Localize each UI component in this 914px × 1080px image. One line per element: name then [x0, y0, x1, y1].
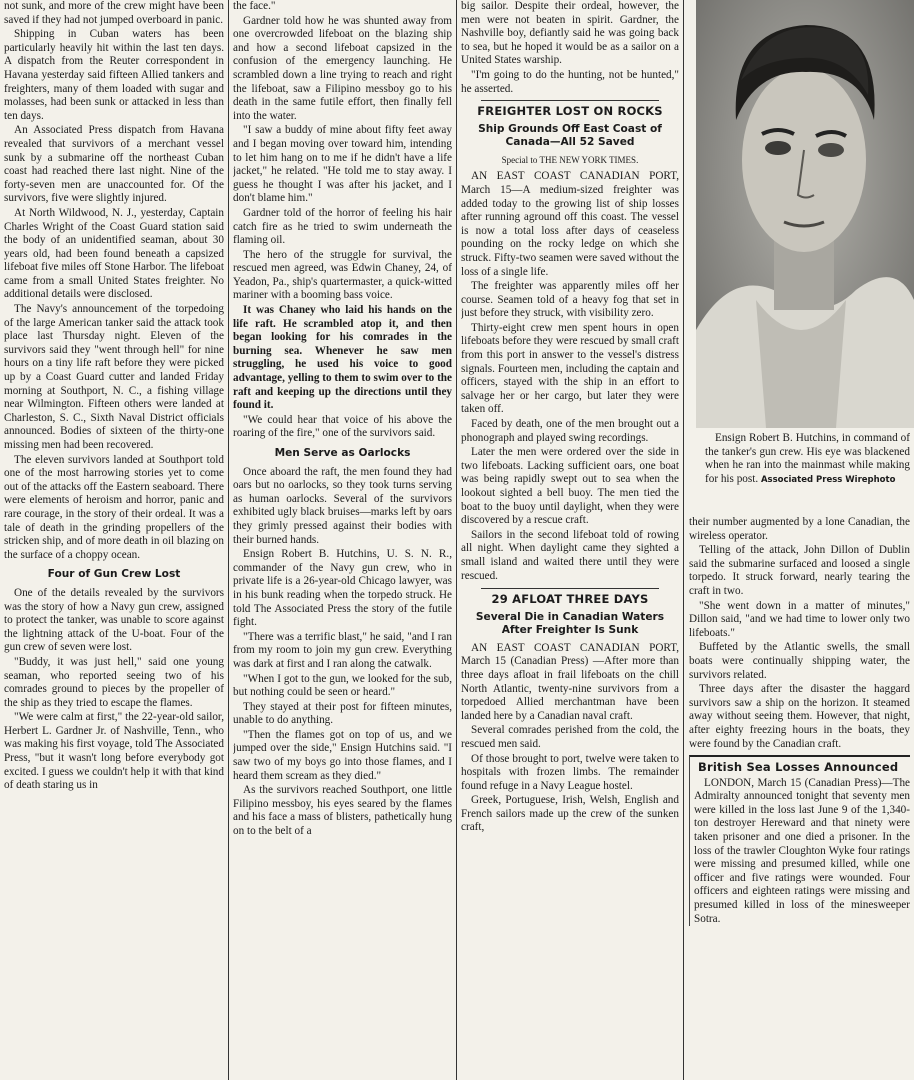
paragraph: "I'm going to do the hunting, not be hunted," he asserted. — [461, 68, 679, 95]
paragraph: They stayed at their post for fifteen minutes, unable to do anything. — [233, 700, 452, 727]
paragraph: Greek, Portuguese, Irish, Welsh, English and French sailors made up the crew of the sunken craft, — [461, 794, 679, 834]
paragraph: Of those brought to port, twelve were taken to hospitals with frozen limbs. The remainder found refuge in a Navy League hostel. — [461, 752, 679, 792]
british-losses-box — [689, 755, 910, 926]
paragraph: "Buddy, it was just hell," said one young seaman, who reported seeing two of his comrades ground to pieces by the propeller of the ship as they tried to escape the flames. — [4, 655, 224, 709]
photo-credit: Associated Press Wirephoto — [760, 474, 896, 485]
paragraph: Faced by death, one of the men brought out a phonograph and played swing recordings. — [461, 418, 679, 444]
article-column-4 — [689, 516, 910, 1080]
paragraph: not sunk, and more of the crew might have been saved if they had not jumped overboard in panic. — [4, 0, 224, 26]
divider — [481, 100, 659, 101]
article-column-3 — [461, 0, 679, 1080]
paragraph: AN EAST COAST CANADIAN PORT, March 15 (Canadian Press) —After more than three days afloat in frail lifeboats on the chill North Atlantic, twenty-nine survivors from a torpedoed Allied merchantman have been landed here by a Canadian naval craft. — [461, 641, 679, 722]
paragraph: The freighter was apparently miles off her course. Seamen told of a heavy fog that set in just before they struck, with visibility zero. — [461, 280, 679, 320]
paragraph: Gardner told how he was shunted away from one overcrowded lifeboat on the blazing ship and how a second lifeboat capsized in the confusion of the emergency launching. He scrambled down a line trying to reach and right the lifeboat, saw a Filipino messboy go to his death in the same futile effort, then finally fell into the water. — [233, 14, 452, 122]
paragraph: "She went down in a matter of minutes," Dillon said, "and we had time to lower only two lifeboats." — [689, 599, 910, 639]
special-credit: Special to THE NEW YORK TIMES. — [501, 154, 639, 165]
paragraph: "When I got to the gun, we looked for the sub, but nothing could be seen or heard." — [233, 672, 452, 699]
deck-headline: Several Die in Canadian Waters After Freighter Is Sunk — [475, 610, 665, 636]
paragraph: One of the details revealed by the survivors was the story of how a Navy gun crew, assigned to protect the tanker, was unable to score against the lightning attack of the U-boat. Four of the gun crew of seven were lost. — [4, 586, 224, 654]
article-column-2 — [233, 0, 452, 1080]
paragraph: It was Chaney who laid his hands on the life raft. He scrambled atop it, and then began looking for his comrades in the burning sea. Whenever he saw men struggling, he used his voice to good advantage, yelling to them to swim over to the raft and keeping up the directions until they found it. — [233, 304, 452, 412]
paragraph: their number augmented by a lone Canadian, the wireless operator. — [689, 516, 910, 542]
article-column-1 — [4, 0, 224, 1080]
paragraph: Later the men were ordered over the side in two lifeboats. Lacking sufficient oars, one boat was being rapidly swept out to sea when the lookout sighted a bell buoy. The men tied the boat to the buoy until daylight, when they were discovered by a rescue craft. — [461, 446, 679, 527]
paragraph: the face." — [233, 0, 276, 12]
column-rule — [228, 0, 229, 1080]
subheading: Men Serve as Oarlocks — [274, 447, 411, 459]
paragraph: Shipping in Cuban waters has been particularly heavily hit within the last ten days. A dispatch from the Reuter correspondent in Havana yesterday said fifteen Allied tankers and freighters, many of them loaded with sugar and molasses, had been sunk or attacked in less than ten days. — [4, 28, 224, 122]
headline-british-losses: British Sea Losses Announced — [698, 760, 899, 775]
paragraph: Ensign Robert B. Hutchins, U. S. N. R., commander of the Navy gun crew, who in private life is a 26-year-old Chicago lawyer, was in his bunk reading when the torpedo struck. He told The Associated Press the story of the futile fight. — [233, 548, 452, 629]
paragraph: An Associated Press dispatch from Havana revealed that survivors of a merchant vessel sunk by a submarine off the northeast Cuban coast had reached there last night. Nine of the forty-seven men are unaccounted for. Of the survivors, five were slightly injured. — [4, 124, 224, 205]
paragraph: The Navy's announcement of the torpedoing of the large American tanker said the attack took place last Thursday night. Eleven of the survivors said they "went through hell" for nine hours on a tiny life raft before they were picked up by a Coast Guard cutter and landed Friday morning at Southport, N. C., a fishing village near Wilmington. Fifteen others were landed at Charleston, S. C., Sixth Naval District officials announced. Bodies of sixteen of the thirty-one missing men had been recovered. — [4, 303, 224, 451]
paragraph: "There was a terrific blast," he said, "and I ran from my room to join my gun crew. Everything was dark at first and I ran along the catwalk. — [233, 630, 452, 670]
paragraph: The hero of the struggle for survival, the rescued men agreed, was Edwin Chaney, 24, of Yeadon, Pa., ship's quartermaster, a quick-witted mariner with a booming bass voice. — [233, 248, 452, 302]
column-rule — [456, 0, 457, 1080]
deck-headline: Ship Grounds Off East Coast of Canada—All 52 Saved — [478, 122, 662, 148]
paragraph: big sailor. Despite their ordeal, however, the men were not beaten in spirit. Gardner, the Nashville boy, defiantly said he was going back to sea, but he hoped it would be as a sailor on a United States warship. — [461, 0, 679, 67]
paragraph: AN EAST COAST CANADIAN PORT, March 15—A medium-sized freighter was added today to the growing list of ship losses after running aground off this coast. The vessel is now a total loss after days of ceaseless pounding on the rocky ledge on which she struck. Fifty-two seamen were saved without the loss of a single life. — [461, 170, 679, 278]
paragraph: Once aboard the raft, the men found they had oars but no oarlocks, so they took turns serving as human oarlocks. Several of the survivors exhibited ugly black bruises—marks left by oars they grimly pressed against their bodies with their burned hands. — [233, 465, 452, 546]
caption-text: Ensign Robert B. Hutchins, in command of the tanker's gun crew. His eye was blackened when he ran into the mainmast while making for his post. — [705, 432, 910, 485]
column-rule — [683, 0, 684, 1080]
paragraph: Several comrades perished from the cold, the rescued men said. — [461, 724, 679, 750]
paragraph: Gardner told of the horror of feeling his hair catch fire as he tried to swim underneath the flaming oil. — [233, 206, 452, 247]
paragraph: Buffeted by the Atlantic swells, the small boats were continually shipping water, the survivors related. — [689, 641, 910, 681]
paragraph: Telling of the attack, John Dillon of Dublin said the submarine surfaced and loosed a single torpedo. It struck forward, nearly tearing the craft in two. — [689, 544, 910, 597]
paragraph: Sailors in the second lifeboat told of rowing all night. When daylight came they sighted a small island and waited there until they were rescued. — [461, 528, 679, 582]
subheading: Four of Gun Crew Lost — [47, 568, 181, 581]
paragraph: The eleven survivors landed at Southport told one of the most harrowing stories yet to come out of the attacks off the Eastern seaboard. There were elements of heroism and horror, panic and rare courage, in the story of their ordeal. It was a tale of death in the grinding propellers of the stricken ship, and of more death in oil blazing on the surface of a choppy ocean. — [4, 453, 224, 561]
paragraph: At North Wildwood, N. J., yesterday, Captain Charles Wright of the Coast Guard station said the body of an unidentified seaman, about 30 years old, had been found beneath a capsized lifeboat five miles off Stone Harbor. The lifeboat came from a small United States freighter. No additional details were disclosed. — [4, 206, 224, 301]
portrait-image — [696, 0, 914, 428]
paragraph: "We could hear that voice of his above the roaring of the fire," one of the survivors said. — [233, 413, 452, 440]
divider — [481, 588, 659, 589]
paragraph: LONDON, March 15 (Canadian Press)—The Admiralty announced tonight that seventy men were killed in the loss last June 9 of the 1,340-ton destroyer Hereward and that ninety were taken prisoner and one died a prisoner. In the loss of the trawler Cloughton Wyke four ratings were missing and presumed killed, while one officer and five ratings were wounded. Four officers and eighteen ratings were missing and presumed killed in loss of the minesweeper Sotra. — [694, 776, 910, 925]
headline-freighter-lost: FREIGHTER LOST ON ROCKS — [477, 104, 663, 119]
portrait-photo — [696, 0, 914, 428]
photo-caption — [705, 432, 910, 487]
paragraph: Thirty-eight crew men spent hours in open lifeboats before they were rescued by small craft from this port in answer to the vessel's distress signals. Fourteen men, including the captain and officers, stayed with the ship in an effort to salvage her or her cargo, but later they were taken off. — [461, 321, 679, 416]
paragraph: "We were calm at first," the 22-year-old sailor, Herbert L. Gardner Jr. of Nashville, Tenn., who was making his first voyage, told The Associated Press, "but it wasn't long before everybody got excited. I guess we couldn't help it with that kind of death staring us in — [4, 711, 224, 792]
paragraph: "Then the flames got on top of us, and we jumped over the side," Ensign Hutchins said. "I saw two of my boys go into those flames, and I heard them scream as they died." — [233, 728, 452, 782]
paragraph: Three days after the disaster the haggard survivors saw a ship on the horizon. It steamed away without seeing them. However, that night, after eighty freezing hours in the boats, they were found by the Canadian craft. — [689, 683, 910, 750]
headline-29-afloat: 29 AFLOAT THREE DAYS — [491, 592, 649, 607]
paragraph: "I saw a buddy of mine about fifty feet away and I began moving over toward him, intending to let him hang on to me if he didn't have a life jacket," he related. "He told me to stay away. I guess he thought I was after his jacket, and I don't blame him." — [233, 124, 452, 205]
paragraph: As the survivors reached Southport, one little Filipino messboy, his eyes seared by the flames and his face a mass of blisters, pathetically hung on to the belt of a — [233, 784, 452, 838]
